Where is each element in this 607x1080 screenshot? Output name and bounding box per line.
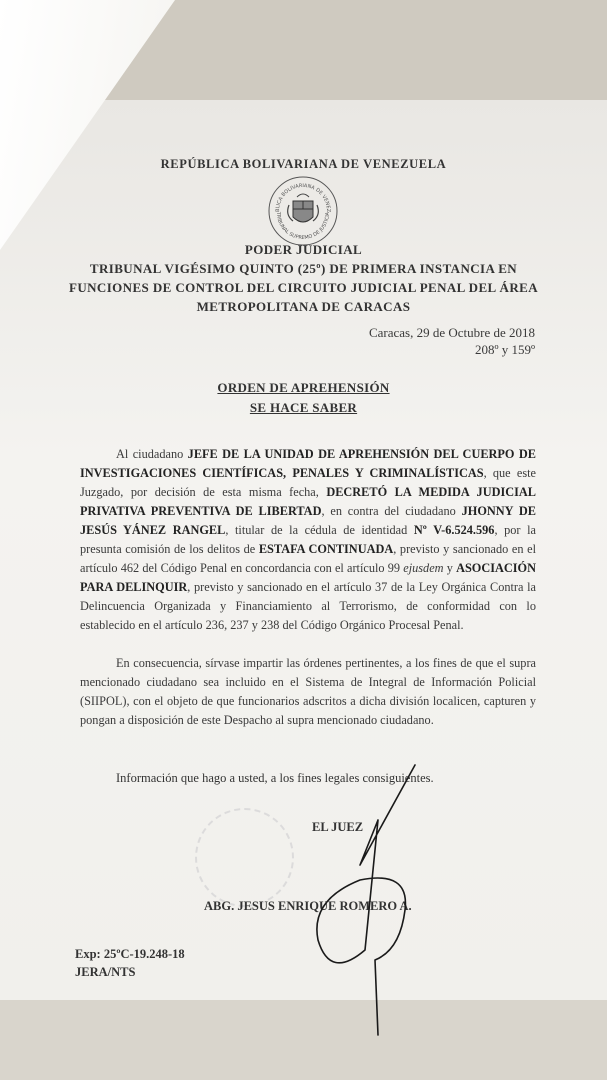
signer-role: EL JUEZ	[312, 820, 364, 834]
document-date-years: 208º y 159º	[474, 342, 535, 357]
document-date: Caracas, 29 de Octubre de 2018	[368, 325, 535, 340]
handwritten-signature	[290, 760, 450, 1040]
paragraph-order: Al ciudadano JEFE DE LA UNIDAD DE APREHENSIÓN DEL CUERPO DE INVESTIGACIONES CIENTÍFICAS, PENALES Y CRIMINALÍSTICAS, que este Juzgado, por decisión de esta misma fecha, DECRETÓ LA MEDIDA JUDICIAL PRIVATIVA PREVENTIVA DE LIBERTAD, en contra del ciudadano JHONNY DE JESÚS YÁNEZ RANGEL, titular de la cédula de identidad Nº V-6.524.596, por la presunta comisión de los delitos de ESTAFA CONTINUADA, previsto y sancionado en el artículo 462 del Código Penal en concordancia con el artículo 99 ejusdem y ASOCIACIÓN PARA DELINQUIR, previsto y sancionado en el artículo 37 de la Ley Orgánica Contra la Delincuencia Organizada y Financiamiento al Terrorismo, de conformidad con lo establecido en el artículo 236, 237 y 238 del Código Orgánico Procesal Penal.	[80, 447, 537, 632]
branch-name: PODER JUDICIAL	[244, 242, 363, 257]
country-header: REPÚBLICA BOLIVARIANA DE VENEZUELA	[160, 157, 447, 171]
faded-stamp	[195, 808, 294, 907]
coat-of-arms-seal-icon	[267, 175, 339, 247]
seal-bottom-text: TRIBUNAL SUPREMO DE JUSTICIA	[274, 211, 332, 242]
court-name-line-1: TRIBUNAL VIGÉSIMO QUINTO (25º) DE PRIMERA INSTANCIA EN	[89, 261, 518, 276]
case-file-number: Exp: 25ºC-19.248-18	[75, 947, 185, 961]
document-subtitle: SE HACE SABER	[249, 400, 358, 415]
seal-top-text: BLICA BOLIVARIANA DE VENEZ	[274, 182, 332, 213]
document-title: ORDEN DE APREHENSIÓN	[217, 380, 390, 395]
court-name-line-3: METROPOLITANA DE CARACAS	[196, 299, 411, 314]
court-name-line-2: FUNCIONES DE CONTROL DEL CIRCUITO JUDICIAL PENAL DEL ÁREA	[69, 280, 538, 295]
paragraph-instructions: En consecuencia, sírvase impartir las órdenes pertinentes, a los fines de que el supra mencionado ciudadano sea incluido en el Sistema de Integral de Información Policial (SIIPOL), con el objeto de que funcionarios adscritos a dicha división localicen, capturen y pongan a disposición de este Despacho al supra mencionado ciudadano.	[80, 656, 536, 727]
signer-name: ABG. JESUS ENRIQUE ROMERO A.	[204, 899, 412, 913]
author-initials: JERA/NTS	[75, 965, 136, 979]
closing-line: Información que hago a usted, a los fines legales consiguientes.	[116, 771, 434, 785]
